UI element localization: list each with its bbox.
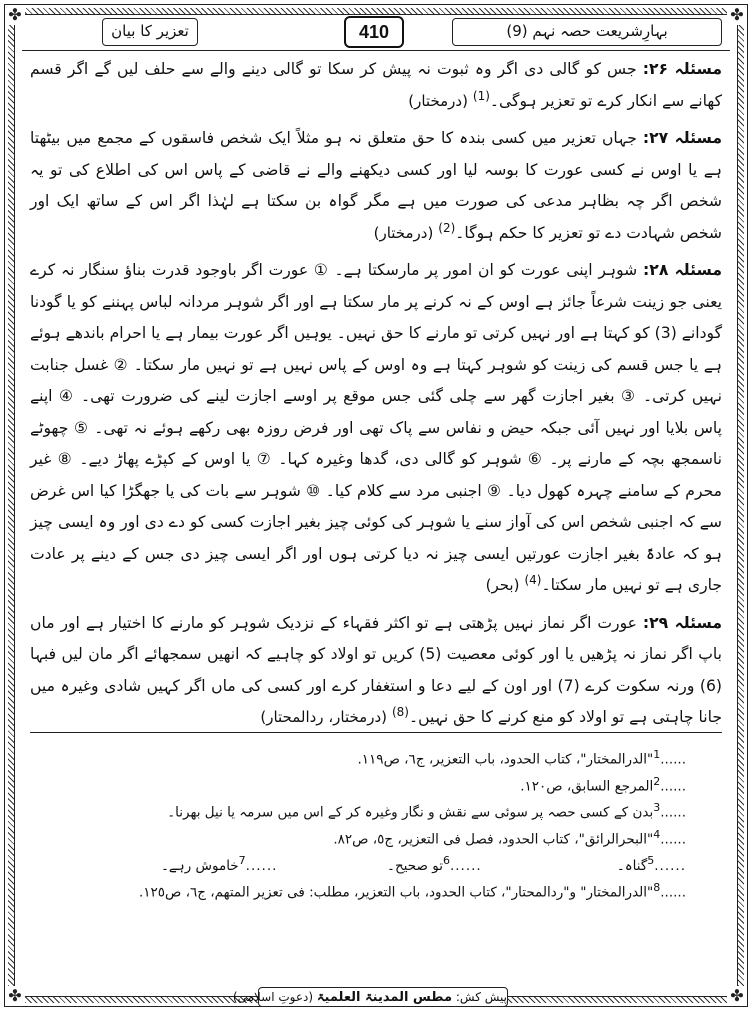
- footnote-number: 2: [653, 774, 661, 788]
- masala-label: مسئلہ ۲۹:: [642, 613, 722, 632]
- masala-text: جہاں تعزیر میں کسی بندہ کا حق متعلق نہ ہو مثلاً ایک شخص فاسقوں کے مجمع میں بیٹھتا ہے یا اوس نے کسی عورت کا بوسہ لیا اور کسی دیکھنے والے نے قاضی کے پاس اس کی اطلاع کی تو یہ شخص اگر چہ بظاہر مدعی کی صورت میں ہے مگر گواہ بن سکتا ہے لہٰذا اگر اس کے ساتھ ایک اور شخص شہادت دے تو تعزیر کا حکم ہوگا۔: [30, 129, 722, 242]
- footnote-text: تو صحیح۔: [387, 857, 443, 874]
- main-text: [30, 54, 722, 740]
- footnote-number: 1: [653, 748, 661, 761]
- footnote-number: 4: [653, 827, 661, 841]
- masala-text: عورت اگر نماز نہیں پڑھتی ہے تو اکثر فقہاء کے نزدیک شوہر کو مارنے کا اختیار ہے اور ماں باپ اگر نماز نہ پڑھیں یا اور کوئی معصیت (5) کریں تو اولاد کو چاہیے کہ انھیں سمجھائے اگر مان لیں فبہا (6) ورنہ سکوت کرے (7) اور اون کے لیے دعا و استغفار کرے اور کسی کی ماں اگر کہیں شادی وغیرہ میں جانا چاہتی ہے تو اولاد کو منع کرنے کا حق نہیں۔: [30, 613, 722, 726]
- source-citation: (درمختار): [373, 223, 434, 242]
- masala-paragraph: [30, 123, 722, 249]
- footnote-number: 5: [647, 854, 655, 867]
- footnote-item: ......$^1$"الدرالمختار"، کتاب الحدود، باب التعزیر، ج٦، ص١١٩.: [357, 748, 686, 768]
- footer-suffix: (دعوتِ اسلامی): [232, 990, 314, 1004]
- footnote-ref: (1): [472, 88, 490, 103]
- source-citation: (بحر): [485, 576, 520, 594]
- header-rule: [22, 50, 730, 51]
- masala-paragraph: [30, 608, 722, 734]
- publisher-footer: [232, 987, 508, 1007]
- corner-ornament-icon: ✤: [727, 5, 747, 25]
- footnotes: [52, 742, 686, 901]
- footnote-text: "الدرالمختار"، کتاب الحدود، باب التعزیر، ج٦، ص١١٩.: [357, 751, 654, 768]
- book-title: بہارِشریعت حصہ نہم (9): [452, 18, 722, 46]
- footnote-item: ......$^8$"الدرالمختار" و"ردالمحتار"، کتاب الحدود، باب التعزیر، مطلب: فی تعزیر المتھم، ج٦، ص١٢٥.: [138, 880, 686, 900]
- footnote-number: 6: [442, 854, 450, 867]
- footnote-item: ......$^2$المرجع السابق، ص١٢٠.: [520, 774, 686, 794]
- footnote-number: 8: [653, 880, 661, 894]
- footnote-text: خاموش رہے۔: [160, 857, 239, 874]
- masala-label: مسئلہ ۲۸:: [643, 261, 722, 279]
- masala-paragraph: [30, 255, 722, 602]
- footnote-text: "الدرالمختار" و"ردالمحتار"، کتاب الحدود، باب التعزیر، مطلب: فی تعزیر المتھم، ج٦، ص١٢٥.: [138, 884, 654, 900]
- footnote-ref: (4): [524, 572, 542, 587]
- footer-org: مطس المدینۃ العلمیۃ: [316, 990, 453, 1005]
- masala-text: شوہر اپنی عورت کو ان امور پر مارسکتا ہے۔ ① عورت اگر باوجود قدرت بناؤ سنگار نہ کرے یعنی جو زینت شرعاً جائز ہے اوس کے نہ کرنے پر مار سکتا ہے اور اگر شوہر مردانہ لباس پہننے کو یا گودنا گودانے (3) کو کہتا ہے اور نہیں کرتی تو مارنے کا حق نہیں۔ یوہیں اگر عورت بیمار ہے یا احرام باندھے ہوئے ہے یا جس قسم کی زینت کو شوہر کہتا ہے وہ اوس کے پاس نہیں ہے تو نہیں مار سکتا۔ ② غسل جنابت نہیں کرتی۔ ③ بغیر اجازت گھر سے چلی گئی جس موقع پر اوسے اجازت لینے کی ضرورت تھی۔ ④ اپنے پاس بلایا اور نہیں آئی جبکہ حیض و نفاس سے پاک تھی اور فرض روزہ بھی رکھے ہوئے نہ تھی۔ ⑤ چھوٹے ناسمجھ بچہ کے مارنے پر۔ ⑥ شوہر کو گالی دی، گدھا وغیرہ کہا۔ ⑦ یا اوس کے کپڑے پھاڑ دیے۔ ⑧ غیر محرم کے سامنے چہرہ کھول دیا۔ ⑨ اجنبی مرد سے کلام کیا۔ ⑩ شوہر سے بات کی یا جھگڑا کیا اس غرض سے کہ اجنبی شخص اس کی آواز سنے یا شوہر کی کوئی چیز بغیر اجازت کسی کو دے دی اور وہ ایسی چیز ہو کہ عادۃً بغیر اجازت عورتیں ایسی چیز نہ دیا کرتی ہوں اور اگر ایسی چیز دی جس کے دینے پر عادت جاری ہے تو نہیں مار سکتا۔: [30, 261, 723, 594]
- chapter-title: تعزیر کا بیان: [102, 18, 198, 46]
- corner-ornament-icon: ✤: [727, 986, 747, 1006]
- footnote-separator: [30, 732, 722, 733]
- footnote-text: گناہ۔: [616, 857, 648, 874]
- footnote-number: 7: [238, 854, 246, 867]
- masala-label: مسئلہ ۲۶:: [642, 60, 723, 78]
- masala-text: جس کو گالی دی اگر وہ ثبوت نہ پیش کر سکا تو گالی دینے والے سے حلف لیں گے اگر قسم کھانے سے انکار کرے تو تعزیر ہوگی۔: [30, 60, 722, 110]
- footnote-number: 3: [653, 801, 661, 814]
- page-number: 410: [344, 16, 404, 48]
- footnote-item: ......$^4$"البحرالرائق"، کتاب الحدود، فصل فی التعزیر، ج٥، ص٨٢.: [333, 827, 686, 847]
- footnote-text: المرجع السابق، ص١٢٠.: [520, 778, 654, 794]
- masala-label: مسئلہ ۲۷:: [642, 129, 722, 147]
- footnote-item: ......5گناہ۔ ......6تو صحیح۔ ......7خاموش رہے۔: [52, 848, 686, 875]
- footer-prefix: پیش کش:: [455, 990, 507, 1004]
- footnote-text: "البحرالرائق"، کتاب الحدود، فصل فی التعزیر، ج٥، ص٨٢.: [333, 831, 654, 847]
- source-citation: (درمختار): [408, 91, 468, 110]
- footnote-ref: (2): [438, 220, 456, 235]
- masala-paragraph: [30, 54, 722, 117]
- source-citation: (درمختار، ردالمحتار): [260, 708, 387, 726]
- footnote-ref: (8): [391, 704, 409, 719]
- footnote-text: بدن کے کسی حصہ پر سوئی سے نقش و نگار وغیرہ کر کے اس میں سرمہ یا نیل بھرنا۔: [167, 804, 654, 821]
- corner-ornament-icon: ✤: [5, 986, 25, 1006]
- footnote-item: ......$^3$بدن کے کسی حصہ پر سوئی سے نقش و نگار وغیرہ کر کے اس میں سرمہ یا نیل بھرنا۔: [167, 801, 686, 821]
- corner-ornament-icon: ✤: [5, 5, 25, 25]
